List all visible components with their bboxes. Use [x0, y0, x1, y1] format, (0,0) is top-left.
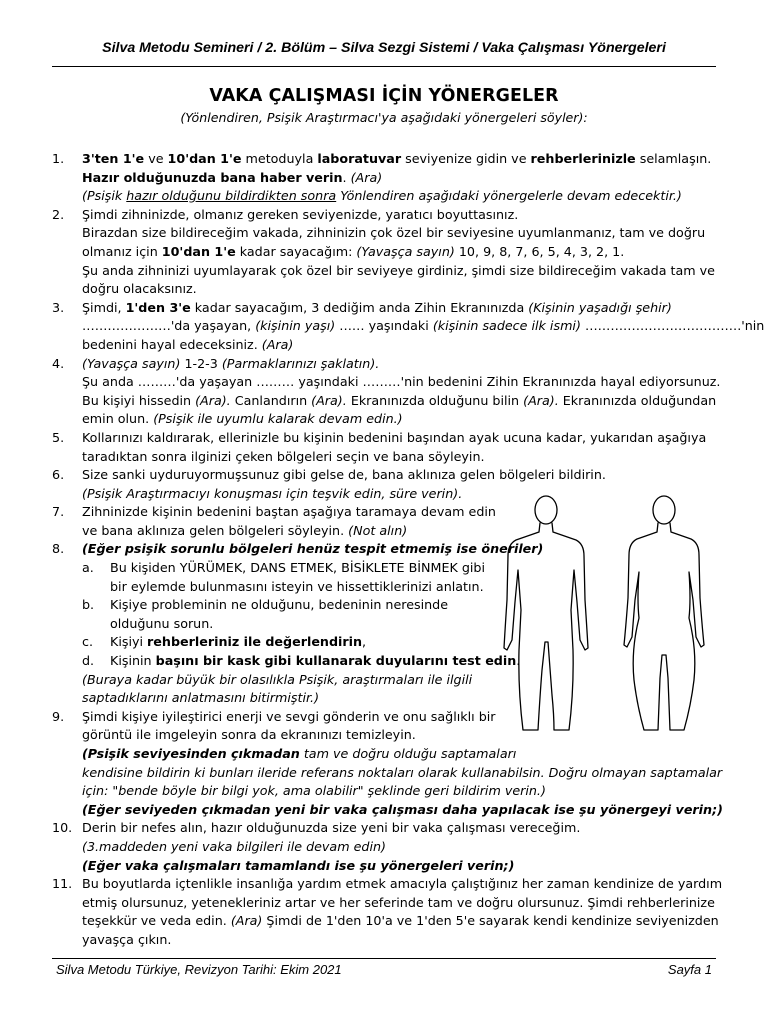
sub-item-letter: b.	[82, 597, 95, 613]
text-run: ve bana aklınıza gelen bölgeleri söyleyin.	[82, 522, 349, 538]
text-run: (Kişinin yaşadığı şehir)	[528, 299, 672, 315]
document-title: VAKA ÇALIŞMASI İÇİN YÖNERGELER	[209, 86, 559, 106]
text-run: rehberleriniz ile değerlendirin	[147, 634, 363, 650]
text-run: ……………………………….'nin	[580, 318, 765, 334]
text-run: olduğunu sorun.	[110, 615, 214, 631]
text-run: Ekranınızda olduğundan	[558, 392, 717, 408]
text-run: saptadıklarını anlatmasını bitirmiştir.)	[82, 690, 320, 706]
text-run: yavaşça çıkın.	[82, 931, 172, 947]
header-rule	[52, 66, 716, 67]
text-run: (Ara).	[523, 392, 559, 408]
text-run: görüntü ile imgeleyin sonra da ekranınızı temizleyin.	[82, 727, 416, 743]
text-line	[82, 894, 715, 913]
text-run: Canlandırın	[230, 392, 312, 408]
item-number: 1.	[52, 151, 65, 166]
page-footer	[56, 962, 712, 977]
item-number: 6.	[52, 467, 65, 483]
text-run: Bu boyutlarda içtenlikle insanlığa yardım etmek amacıyla çalıştığınız her zaman kendinize de yardım	[82, 876, 723, 892]
text-run: Derin bir nefes alın, hazır olduğunuzda size yeni bir vaka çalışması vereceğim.	[82, 820, 581, 836]
text-line	[82, 448, 712, 467]
text-line	[82, 243, 712, 262]
text-run: (Psişik seviyesinden çıkmadan	[82, 746, 300, 761]
text-run: Şimdi,	[82, 299, 126, 315]
text-run: …………………'da yaşayan,	[82, 318, 256, 334]
text-run: tam ve doğru olduğu saptamaları	[299, 746, 517, 761]
text-run: (Ara)	[261, 336, 294, 352]
text-run: bir eylemde bulunmasını isteyin ve hissettiklerinizi anlatın.	[110, 578, 484, 594]
text-run: ,	[362, 634, 367, 650]
text-line	[82, 875, 723, 894]
text-run: Hazır olduğunuzda bana haber verin	[82, 169, 343, 185]
text-run: ve	[144, 151, 168, 166]
text-run: (Not alın)	[348, 522, 408, 538]
text-run: Kişiye probleminin ne olduğunu, bedeninin neresinde	[110, 597, 449, 613]
text-run: Ekranınızda olduğunu bilin	[346, 392, 524, 408]
text-run: (Ara)	[230, 913, 263, 929]
text-line	[82, 317, 765, 336]
instruction-item-10	[52, 819, 712, 875]
text-run: Şimdi de 1'den 10'a ve 1'den 5'e sayarak kendi kendinize seviyenizden	[262, 913, 719, 929]
text-line	[82, 355, 712, 374]
text-line	[82, 819, 712, 838]
text-run: (Eğer psişik sorunlu bölgeleri henüz tespit etmemiş ise öneriler)	[82, 541, 544, 557]
item-number: 10.	[52, 820, 73, 836]
text-run: laboratuvar	[317, 151, 402, 166]
text-run: .	[516, 653, 521, 669]
instruction-item-1	[52, 150, 712, 206]
text-run: etmiş olursunuz, yetenekleriniz artar ve her seferinde tam ve doğru olursunuz. Şimdi rehberlerinize	[82, 894, 715, 910]
text-run: (Ara)	[350, 169, 383, 185]
text-line	[82, 280, 712, 299]
text-line	[82, 262, 715, 281]
text-line	[82, 912, 719, 931]
text-run: hazır olduğunu bildirdikten sonra	[126, 188, 337, 204]
text-run: (Yavaşça sayın)	[82, 355, 181, 371]
text-line	[82, 299, 712, 318]
text-line	[82, 764, 723, 783]
text-run: 10'dan 1'e	[161, 243, 236, 259]
text-line	[82, 392, 717, 411]
text-run: emin olun.	[82, 411, 154, 427]
text-run: (Eğer seviyeden çıkmadan yeni bir vaka çalışması daha yapılacak ise şu yönergeyi verin;)	[82, 801, 723, 817]
text-run: Size sanki uyduruyormuşsunuz gibi gelse de, bana aklınıza gelen bölgeleri bildirin.	[82, 467, 606, 483]
text-line	[82, 838, 712, 857]
text-run: (Psişik	[82, 188, 127, 204]
text-run: (3.maddeden yeni vaka bilgileri ile devam edin)	[82, 838, 386, 854]
sub-item-letter: c.	[82, 634, 94, 650]
text-run: 1-2-3	[180, 355, 222, 371]
body-front-outline	[504, 496, 588, 730]
text-run: Şu anda ………'da yaşayan ……… yaşındaki ………'nin bedenini Zihin Ekranınızda hayal ediyorsunuz.	[82, 374, 721, 390]
text-run: Kişinin	[110, 653, 156, 669]
text-run: 10'dan 1'e	[167, 151, 242, 166]
sub-item-letter: d.	[82, 653, 95, 669]
text-run: kadar sayacağım:	[235, 243, 357, 259]
instruction-item-5	[52, 429, 712, 466]
text-run: (kişinin yaşı)	[255, 318, 336, 334]
text-run: (Parmaklarınızı şaklatın).	[221, 355, 380, 371]
text-run: kadar sayacağım, 3 dediğim anda Zihin Ekranınızda	[190, 299, 529, 315]
footer-revision: Silva Metodu Türkiye, Revizyon Tarihi: Ekim 2021	[56, 962, 342, 977]
sub-item-letter: a.	[82, 560, 94, 576]
body-outline-icon	[494, 490, 718, 738]
text-run: Şimdi kişiye iyileştirici enerji ve sevgi gönderin ve onu sağlıklı bir	[82, 708, 496, 724]
instruction-item-11	[52, 875, 723, 949]
text-run: için: "bende böyle bir bilgi yok, ama olabilir" şeklinde geri bildirim verin.)	[82, 783, 546, 799]
text-run: Yönlendiren aşağıdaki yönergelerle devam edecektir.)	[336, 188, 682, 204]
text-run: rehberlerinizle	[530, 151, 636, 166]
text-run: (Psişik ile uyumlu kalarak devam edin.)	[153, 411, 403, 427]
footer-rule	[52, 958, 716, 959]
text-line	[82, 336, 712, 355]
item-number: 3.	[52, 299, 65, 315]
text-line	[82, 224, 712, 243]
text-run: Şimdi zihninizde, olmanız gereken seviyenizde, yaratıcı boyuttasınız.	[82, 206, 519, 222]
text-line	[82, 745, 712, 764]
document-subtitle: (Yönlendiren, Psişik Araştırmacı'ya aşağıdaki yönergeleri söyler):	[180, 110, 588, 125]
item-number: 11.	[52, 876, 73, 892]
text-run: teşekkür ve veda edin.	[82, 913, 231, 929]
instruction-item-2	[52, 206, 715, 299]
text-run: Şu anda zihninizi uyumlayarak çok özel bir seviyeye girdiniz, şimdi size bildireceğim vakada tam ve	[82, 262, 715, 278]
text-run: Bu kişiyi hissedin	[82, 392, 196, 408]
text-line	[82, 150, 712, 169]
text-run: (Ara).	[311, 392, 347, 408]
text-line	[82, 373, 721, 392]
page-header: Silva Metodu Semineri / 2. Bölüm – Silva Sezgi Sistemi / Vaka Çalışması Yönergeleri	[102, 40, 666, 56]
text-line	[82, 782, 712, 801]
text-run: .	[342, 169, 351, 185]
item-number: 2.	[52, 206, 65, 222]
text-run: …… yaşındaki	[335, 318, 433, 334]
text-run: doğru olacaksınız.	[82, 281, 197, 297]
text-run: başını bir kask gibi kullanarak duyularını test edin	[155, 653, 517, 669]
text-run: (Psişik Araştırmacıyı konuşması için teşvik edin, süre verin).	[82, 485, 463, 501]
instruction-item-4	[52, 355, 721, 429]
item-number: 9.	[52, 708, 65, 724]
text-line	[82, 931, 712, 950]
text-line	[82, 187, 712, 206]
text-line	[82, 206, 712, 225]
instruction-item-3	[52, 299, 765, 355]
text-run: 10, 9, 8, 7, 6, 5, 4, 3, 2, 1.	[454, 243, 625, 259]
text-run: kendisine bildirin ki bunları ileride referans noktaları olarak kullanabilsin. Doğru olmayan saptamalar	[82, 764, 723, 780]
text-run: Zihninizde kişinin bedenini baştan aşağıya taramaya devam edin	[82, 504, 496, 520]
text-run: Kişiyi	[110, 634, 148, 650]
text-run: (Buraya kadar büyük bir olasılıkla Psişik, araştırmaları ile ilgili	[82, 671, 473, 687]
text-run: Birazdan size bildireceğim vakada, zihninizin çok özel bir seviyesine uyumlanmanız, tam ve doğru	[82, 225, 706, 241]
text-run: olmanız için	[82, 243, 162, 259]
text-line	[82, 429, 712, 448]
text-run: (kişinin sadece ilk ismi)	[432, 318, 581, 334]
text-run: 1'den 3'e	[125, 299, 191, 315]
text-run: selamlaşın.	[635, 151, 712, 166]
text-run: taradıktan sonra ilginizi çeken bölgeleri seçin ve bana söyleyin.	[82, 448, 485, 464]
text-line	[82, 857, 712, 876]
text-run: Kollarınızı kaldırarak, ellerinizle bu kişinin bedenini başından ayak ucuna kadar, yukarıdan aşağıya	[82, 429, 707, 445]
text-run: metoduyla	[241, 151, 318, 166]
item-number: 7.	[52, 504, 65, 520]
text-line	[82, 466, 712, 485]
text-line	[82, 169, 712, 188]
text-line	[82, 801, 723, 820]
item-number: 8.	[52, 541, 65, 557]
text-run: (Ara).	[195, 392, 231, 408]
text-run: Bu kişiden YÜRÜMEK, DANS ETMEK, BİSİKLETE BİNMEK gibi	[110, 560, 485, 576]
item-number: 4.	[52, 355, 65, 371]
text-run: (Yavaşça sayın)	[356, 243, 455, 259]
text-run: 3'ten 1'e	[82, 151, 145, 166]
footer-page-number: Sayfa 1	[667, 962, 712, 977]
text-run: seviyenize gidin ve	[401, 151, 531, 166]
text-run: (Eğer vaka çalışmaları tamamlandı ise şu yönergeleri verin;)	[82, 857, 515, 873]
text-line	[82, 410, 712, 429]
body-back-outline	[624, 496, 704, 730]
text-run: bedenini hayal edeceksiniz.	[82, 336, 262, 352]
item-number: 5.	[52, 429, 65, 445]
